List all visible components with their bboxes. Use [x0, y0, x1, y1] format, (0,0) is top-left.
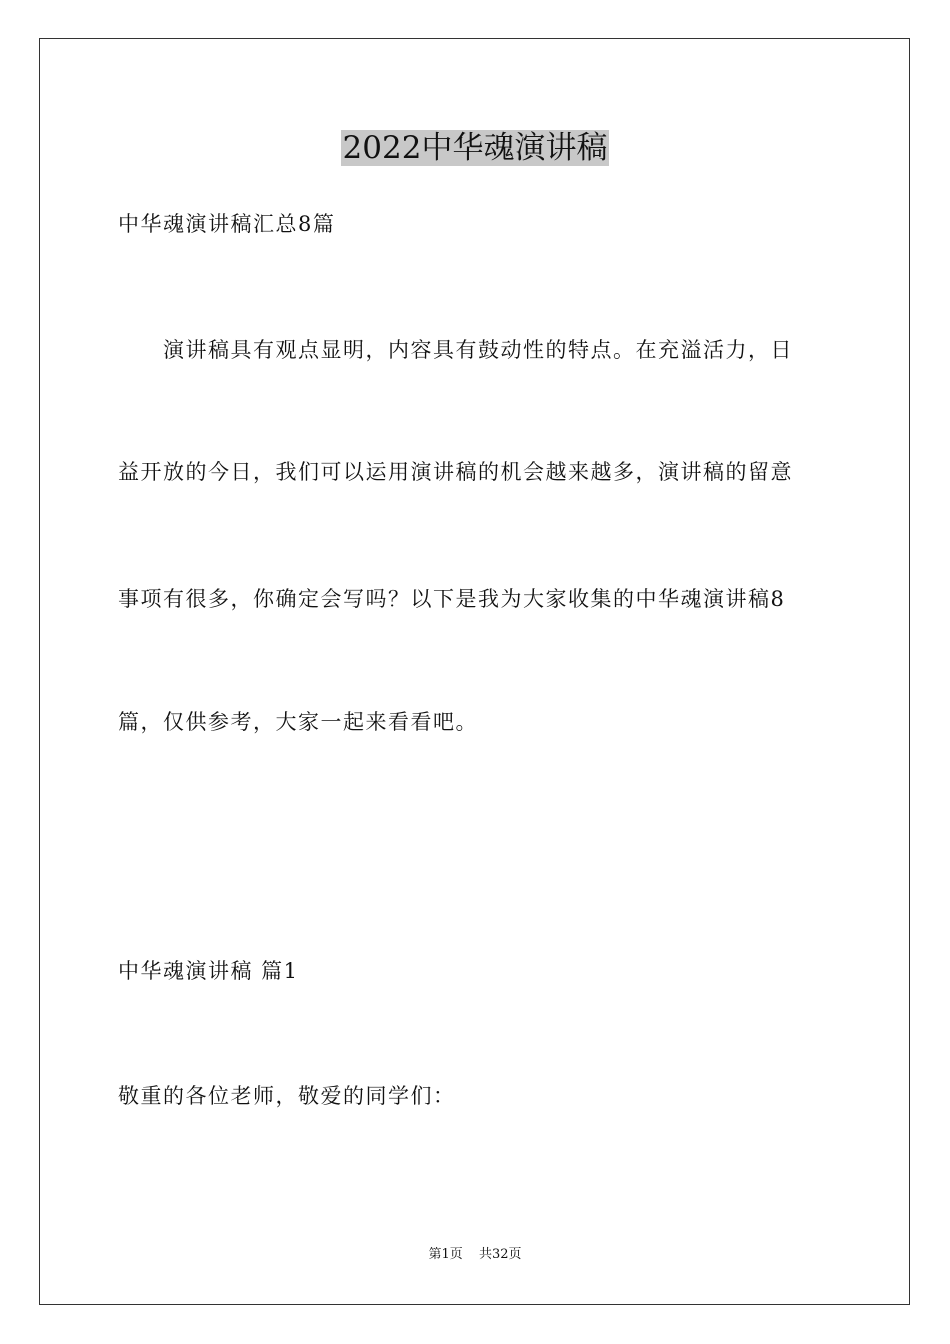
intro-line: 事项有很多，你确定会写吗？以下是我为大家收集的中华魂演讲稿8 [118, 587, 786, 611]
intro-line: 篇，仅供参考，大家一起来看看吧。 [118, 710, 478, 734]
page-number-current: 第1页 [428, 1247, 463, 1262]
document-title [0, 128, 950, 168]
document-subtitle: 中华魂演讲稿汇总8篇 [118, 212, 336, 236]
salutation: 敬重的各位老师，敬爱的同学们： [118, 1084, 456, 1108]
document-title-text: 2022中华魂演讲稿 [342, 130, 608, 166]
section-heading: 中华魂演讲稿 篇1 [118, 959, 299, 983]
intro-line: 演讲稿具有观点显明，内容具有鼓动性的特点。在充溢活力，日 [163, 338, 793, 362]
page-footer [0, 1246, 950, 1264]
page-number-total: 共32页 [478, 1247, 522, 1262]
intro-line: 益开放的今日，我们可以运用演讲稿的机会越来越多，演讲稿的留意 [118, 460, 793, 484]
